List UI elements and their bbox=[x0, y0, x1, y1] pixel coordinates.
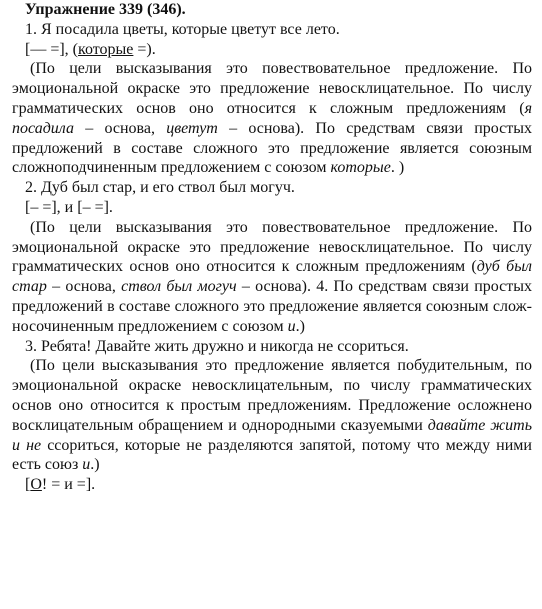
item-3-scheme-underlined: O bbox=[30, 476, 42, 494]
exercise-page bbox=[12, 0, 532, 495]
item-3-analysis-italic-1: давайте жить и не bbox=[12, 416, 533, 454]
item-2-analysis-text-2: – основа, bbox=[46, 278, 122, 296]
item-2-analysis-italic-1: дуб был стар bbox=[12, 258, 533, 296]
item-2-analysis-text-3: – основа). 4. По средствам связи простых предложений в составе сложного это предложение является союзным сложносочиненным предложением с союзом bbox=[12, 278, 533, 335]
item-3-analysis-text-2: ссориться, которые не разделяются запятой, потому что между ними есть союз bbox=[12, 436, 532, 474]
item-3-analysis-italic-2: и bbox=[82, 456, 91, 474]
item-1-analysis-text-4: . ) bbox=[390, 159, 405, 177]
item-1-analysis bbox=[12, 59, 532, 178]
item-3-analysis-text-1: (По цели высказывания это предложение является побудительным, по эмоциональной окраске невосклицательным, по числу грамматических основ оно относится к простым предложениям. Предложение осложнено восклицательным обращением и однородными сказуемыми bbox=[12, 357, 532, 434]
item-3-sentence: 3. Ребята! Давайте жить дружно и никогда не ссориться. bbox=[25, 337, 409, 355]
item-2-analysis-text-1: (По цели высказывания это повествовательное предложение. По эмоциональной окраске это предложение невосклицательное. По числу грамматических основ оно относится к сложным предложениям ( bbox=[12, 218, 532, 276]
item-3-scheme bbox=[12, 475, 532, 495]
item-1-analysis-italic-1: я посадила bbox=[12, 99, 532, 137]
item-1-scheme-part-b: =). bbox=[133, 40, 156, 58]
item-1-sentence: 1. Я посадила цветы, которые цветут все лето. bbox=[25, 20, 340, 38]
item-1-analysis-text-1: (По цели высказывания это повествовательное предложение. По эмоциональной окраске это предложение невосклицательное. По числу грамматических основ оно относится к сложным предложениям ( bbox=[12, 60, 532, 117]
item-2-sentence: 2. Дуб был стар, и его ствол был могуч. bbox=[25, 179, 295, 197]
item-2-scheme: [– =], и [– =]. bbox=[25, 198, 113, 216]
item-1-analysis-italic-2: цветут bbox=[166, 119, 218, 137]
item-2-analysis-italic-2: ствол был могуч bbox=[121, 278, 237, 296]
item-3-scheme-part-a: [ bbox=[25, 476, 31, 494]
item-3-analysis bbox=[12, 356, 532, 475]
exercise-title: Упражнение 339 (346). bbox=[25, 1, 186, 18]
item-1-scheme-underlined: которые bbox=[78, 40, 134, 58]
item-1-analysis-text-2: – основа, bbox=[73, 119, 167, 137]
item-2-analysis-text-4: .) bbox=[295, 317, 305, 335]
item-1-analysis-text-3: – основа). По средствам связи простых предложений в составе сложного это предложение является союзным сложноподчиненным предложением с союзом bbox=[12, 119, 532, 177]
item-2-analysis bbox=[12, 218, 532, 337]
item-1-scheme bbox=[12, 40, 532, 60]
item-2-analysis-italic-3: и bbox=[287, 317, 296, 335]
item-3-scheme-part-b: ! = и =]. bbox=[41, 476, 96, 494]
item-1-scheme-part-a: [— =], ( bbox=[25, 40, 79, 58]
item-3-analysis-text-3: .) bbox=[90, 456, 100, 474]
item-1-analysis-italic-3: которые bbox=[330, 159, 391, 177]
